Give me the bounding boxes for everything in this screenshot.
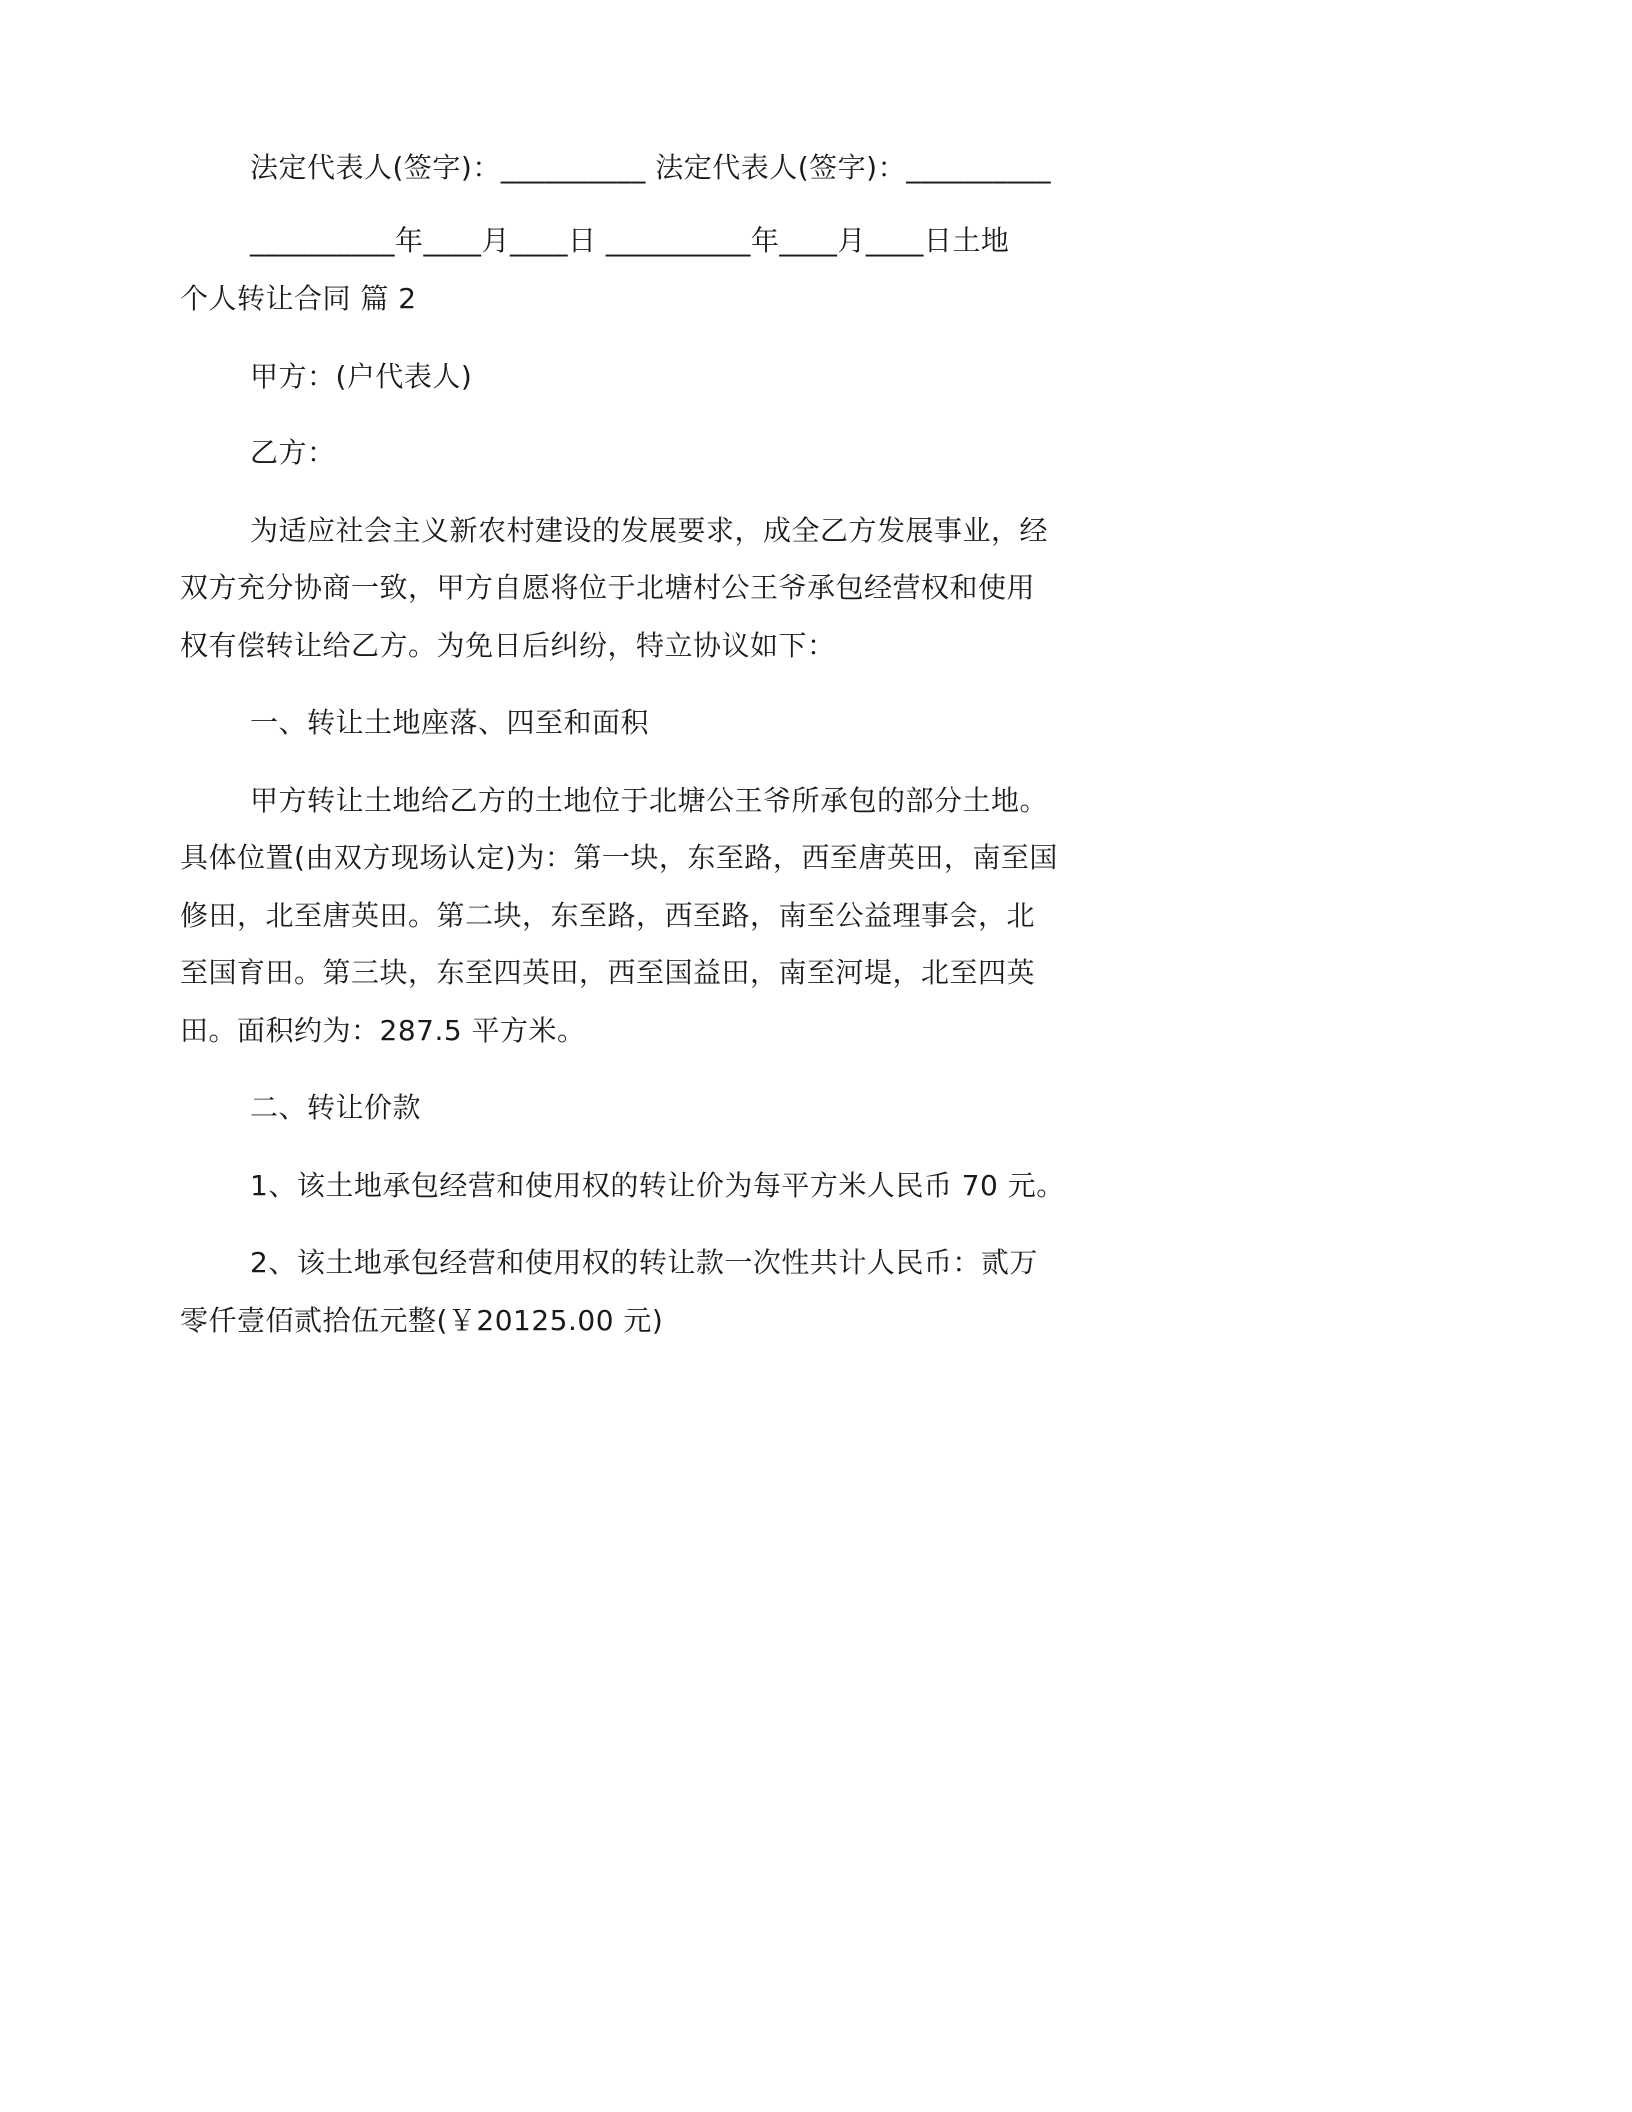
signature-line: 法定代表人(签字)：__________ 法定代表人(签字)：__________ xyxy=(250,151,1052,184)
clause-text-line: 至国育田。第三块，东至四英田，西至国益田，南至河堤，北至四英 xyxy=(180,956,1036,989)
clause-item: 2、该土地承包经营和使用权的转让款一次性共计人民币：贰万 xyxy=(250,1246,1038,1279)
party-b-line: 乙方： xyxy=(250,436,336,469)
clause-item: 1、该土地承包经营和使用权的转让价为每平方米人民币 70 元。 xyxy=(250,1169,1065,1202)
clause-text-line: 具体位置(由双方现场认定)为：第一块，东至路，西至唐英田，南至国 xyxy=(180,841,1058,874)
date-line: __________年____月____日 __________年____月____日土地 xyxy=(250,224,1010,257)
preamble-line: 双方充分协商一致，甲方自愿将位于北塘村公王爷承包经营权和使用 xyxy=(180,571,1036,604)
clause-item: 零仟壹佰贰拾伍元整(￥20125.00 元) xyxy=(180,1304,664,1337)
clause-text-line: 修田，北至唐英田。第二块，东至路，西至路，南至公益理事会，北 xyxy=(180,899,1036,932)
clause-text-line: 甲方转让土地给乙方的土地位于北塘公王爷所承包的部分土地。 xyxy=(250,784,1049,817)
preamble-line: 为适应社会主义新农村建设的发展要求，成全乙方发展事业，经 xyxy=(250,514,1049,547)
clause-heading: 一、转让土地座落、四至和面积 xyxy=(250,706,650,739)
preamble-line: 权有偿转让给乙方。为免日后纠纷，特立协议如下： xyxy=(180,629,836,662)
clause-heading: 二、转让价款 xyxy=(250,1091,422,1124)
clause-text-line: 田。面积约为：287.5 平方米。 xyxy=(180,1014,586,1047)
party-a-line: 甲方：(户代表人) xyxy=(250,360,473,393)
section-title: 个人转让合同 篇 2 xyxy=(180,282,417,315)
